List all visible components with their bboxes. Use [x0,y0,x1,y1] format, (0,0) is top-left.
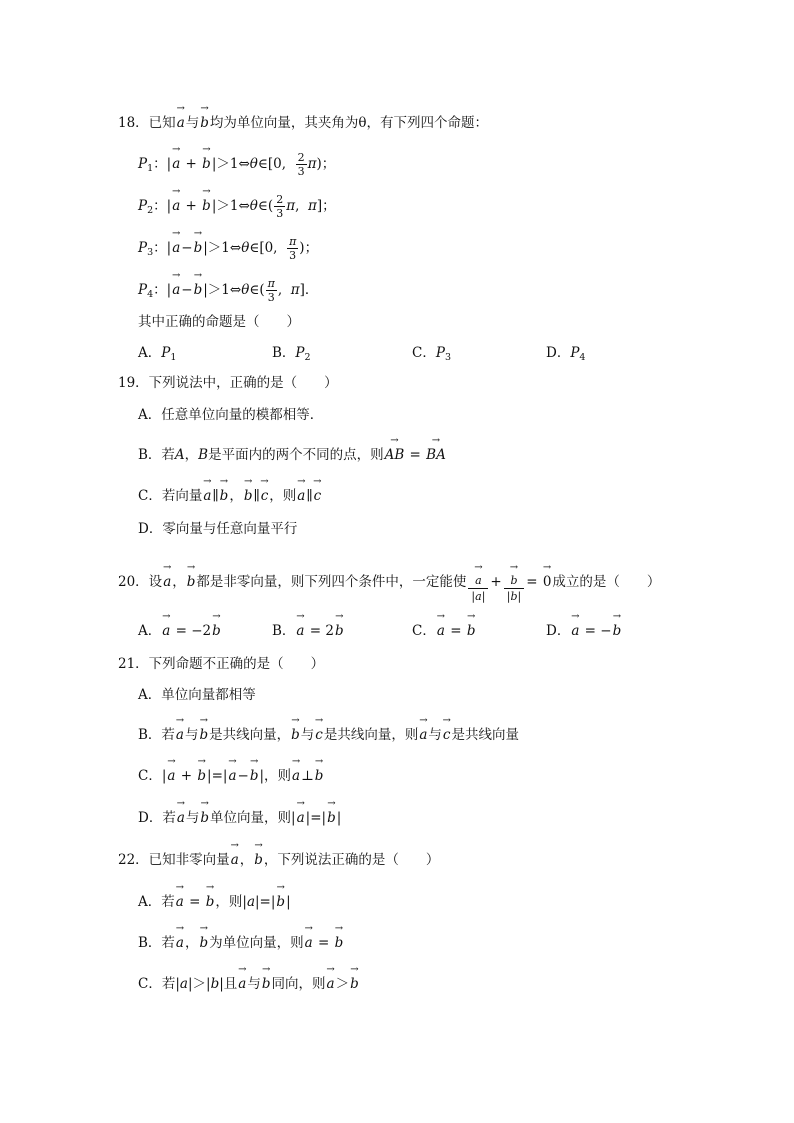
q19-stem: 19．下列说法中，正确的是（ ） [118,375,338,391]
q18-p3: $P_3$：|→ a−→ b|＞1⇔θ∈[0, $\frac{\pi}{3}$ )； [138,235,318,262]
q21-option-b: B．若→ a与→ b是共线向量，→ b与→ c是共线向量，则→ a与→ c是共线向量 [138,726,519,744]
q19-option-a: A．任意单位向量的模都相等． [138,407,324,423]
q20-option-c: C．→ a = → b [412,622,476,640]
q18-p2: $P_2$：|→ a + → b|＞1⇔θ∈( $\frac{2}{3}$ π, π]； [138,193,336,220]
q19-option-b: B．若A，B是平面内的两个不同的点，则→ AB = → BA [138,446,447,464]
q18-stem: 18．已知→ a与→ b均为单位向量，其夹角为θ，有下列四个命题： [118,114,488,132]
q18-p4: $P_4$：|→ a−→ b|＞1⇔θ∈( $\frac{\pi}{3}$ , π]． [138,277,318,304]
q22-option-b: B．若→ a，→ b为单位向量，则→ a = → b [138,934,344,952]
q18-p1: $P_1$：|→ a + → b|＞1⇔θ∈[0, $\frac{2}{3}$ π)； [138,151,335,178]
q21-stem: 21．下列命题不正确的是（ ） [118,656,325,672]
q19-option-c: C．若向量→ a∥→ b，→ b∥→ c，则→ a∥→ c [138,487,322,505]
q20-stem: 20．设→ a，→ b都是非零向量，则下列四个条件中，一定能使 → $\frac{a}{|a|}$ + → $\frac{b}{|b|}$ = → 0成立的是（ ） [118,567,660,598]
q22-option-a: A．若→ a = → b，则|a|=|→ b| [138,893,291,911]
q18-option-a: A．$P_1$ [138,345,177,363]
q22-option-c: C．若|a|＞|b|且→ a与→ b同向，则→ a＞→ b [138,975,360,993]
q20-option-b: B．→ a = 2→ b [272,622,345,640]
q21-option-d: D．若→ a与→ b单位向量，则|→ a|=|→ b| [138,809,341,827]
q21-option-c: C．|→ a + → b|=|→ a−→ b|，则→ a⊥→ b [138,767,324,785]
q22-stem: 22．已知非零向量→ a，→ b，下列说法正确的是（ ） [118,851,439,869]
q21-option-a: A．单位向量都相等 [138,687,256,703]
q18-option-b: B．$P_2$ [272,345,311,363]
q18-option-d: D．$P_4$ [546,345,586,363]
q19-option-d: D．零向量与任意向量平行 [138,521,298,537]
q18-ask: 其中正确的命题是（ ） [138,314,300,330]
q18-option-c: C．$P_3$ [412,345,451,363]
q20-option-d: D．→ a = −→ b [546,622,622,640]
q20-option-a: A．→ a = −2→ b [138,622,222,640]
